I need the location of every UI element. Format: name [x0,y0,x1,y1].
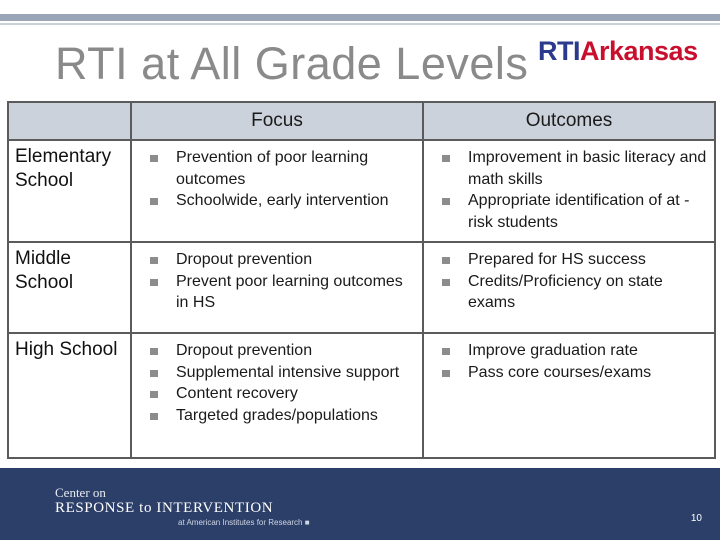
row-label-elementary: Elementary School [8,140,131,242]
grade-levels-table [7,101,716,459]
logo-rti: RTI [538,36,580,66]
list-item: Dropout prevention [150,249,418,271]
row-label-middle: Middle School [8,242,131,333]
outcomes-cell-high [423,333,715,458]
list-item: Prepared for HS success [442,249,710,271]
header-outcomes: Outcomes [423,102,715,140]
list-item: Credits/Proficiency on state exams [442,271,710,314]
top-stripe-thin [0,23,720,25]
table-row-elementary [8,140,715,242]
table-row-middle [8,242,715,333]
list-item: Improve graduation rate [442,340,710,362]
header-focus: Focus [131,102,423,140]
outcomes-cell-elementary [423,140,715,242]
list-item: Pass core courses/exams [442,362,710,384]
footer-bar [0,468,720,540]
focus-cell-elementary [131,140,423,242]
list-item: Prevent poor learning outcomes in HS [150,271,418,314]
list-item: Improvement in basic literacy and math skills [442,147,710,190]
outcomes-cell-middle [423,242,715,333]
list-item: Dropout prevention [150,340,418,362]
header-empty [8,102,131,140]
focus-cell-high [131,333,423,458]
list-item: Content recovery [150,383,418,405]
footer-center-on: Center on [55,485,106,500]
list-item: Targeted grades/populations [150,405,418,427]
list-item: Schoolwide, early intervention [150,190,418,212]
row-label-high: High School [8,333,131,458]
focus-cell-middle [131,242,423,333]
list-item: Prevention of poor learning outcomes [150,147,418,190]
top-stripe [0,14,720,21]
footer-air: at American Institutes for Research ■ [178,518,310,527]
footer-rti-name: RESPONSE to INTERVENTION [55,500,274,516]
logo-arkansas: Arkansas [580,36,698,66]
rti-arkansas-logo [538,36,698,67]
table-header-row [8,102,715,140]
list-item: Appropriate identification of at -risk students [442,190,710,233]
table-row-high [8,333,715,458]
page-number: 10 [690,513,702,524]
slide-title: RTI at All Grade Levels [55,38,529,89]
list-item: Supplemental intensive support [150,362,418,384]
